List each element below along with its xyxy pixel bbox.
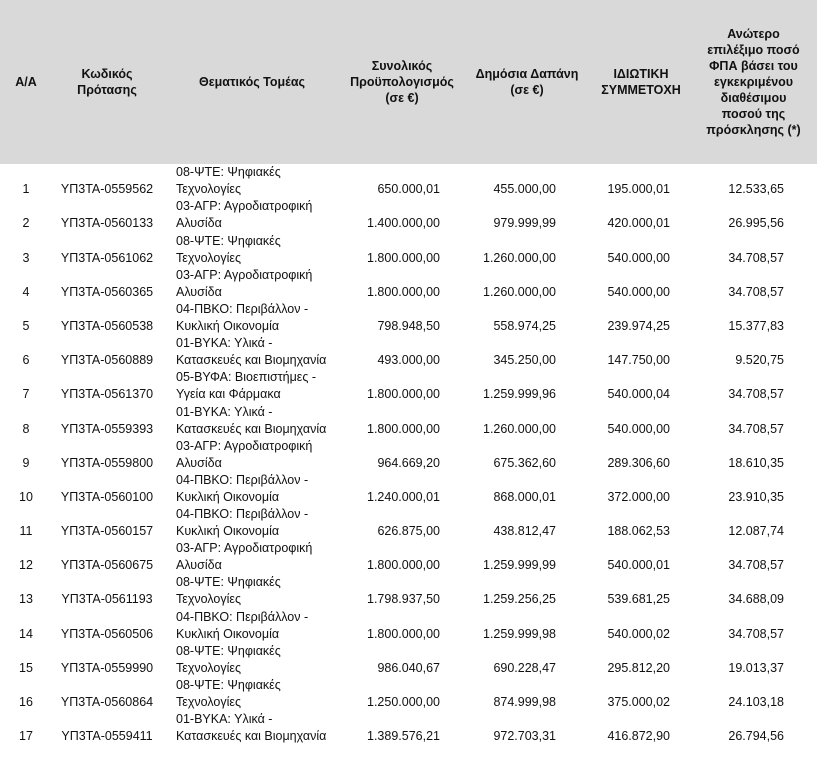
row-number-cell: 2	[22, 216, 30, 231]
row-number-cell: 17	[19, 729, 33, 744]
private-contribution-cell: 540.000,00	[607, 421, 670, 436]
private-contribution-cell: 539.681,25	[607, 592, 670, 607]
max-vat-amount-cell: 24.103,18	[728, 695, 784, 709]
thematic-sector-cell: 04-ΠΒΚΟ: Περιβάλλον - Κυκλική Οικονομία	[176, 301, 309, 333]
private-contribution-cell: 540.000,04	[607, 387, 670, 402]
max-vat-amount-cell: 15.377,83	[728, 318, 784, 333]
private-contribution-cell: 295.812,20	[607, 660, 670, 675]
thematic-sector-cell: 08-ΨΤΕ: Ψηφιακές Τεχνολογίες	[176, 575, 281, 607]
thematic-sector-cell: 08-ΨΤΕ: Ψηφιακές Τεχνολογίες	[176, 678, 281, 709]
header-total-budget: Συνολικός Προϋπολογισμός (σε €)	[350, 59, 454, 105]
private-contribution-cell: 540.000,01	[607, 558, 670, 573]
row-number-cell: 4	[22, 284, 30, 299]
row-number-cell: 10	[19, 489, 33, 504]
public-expenditure-cell: 558.974,25	[493, 318, 556, 333]
private-contribution-cell: 540.000,00	[607, 284, 670, 299]
thematic-sector-cell: 01-ΒΥΚΑ: Υλικά - Κατασκευές και Βιομηχανία	[176, 404, 327, 436]
header-thematic-sector: Θεματικός Τομέας	[198, 75, 306, 89]
thematic-sector-cell: 04-ΠΒΚΟ: Περιβάλλον - Κυκλική Οικονομία	[176, 472, 309, 504]
table-row	[0, 608, 817, 642]
row-number-cell: 15	[19, 660, 33, 675]
proposal-code-cell: ΥΠ3ΤΑ-0559990	[60, 660, 154, 675]
table-row	[0, 643, 817, 677]
private-contribution-cell: 195.000,01	[607, 182, 670, 197]
thematic-sector-cell: 08-ΨΤΕ: Ψηφιακές Τεχνολογίες	[176, 233, 281, 265]
header-public-expenditure: Δημόσια Δαπάνη (σε €)	[475, 67, 579, 97]
proposal-code-cell: ΥΠ3ΤΑ-0560889	[60, 353, 154, 368]
public-expenditure-cell: 455.000,00	[493, 182, 556, 197]
max-vat-amount-cell: 19.013,37	[728, 660, 784, 675]
max-vat-amount-cell: 9.520,75	[735, 353, 784, 368]
max-vat-amount-cell: 34.708,57	[728, 250, 784, 265]
public-expenditure-cell: 1.260.000,00	[483, 250, 556, 265]
public-expenditure-cell: 972.703,31	[493, 729, 556, 744]
private-contribution-cell: 416.872,90	[607, 729, 670, 744]
thematic-sector-cell: 03-ΑΓΡ: Αγροδιατροφική Αλυσίδα	[176, 438, 313, 470]
thematic-sector-cell: 04-ΠΒΚΟ: Περιβάλλον - Κυκλική Οικονομία	[176, 507, 309, 539]
max-vat-amount-cell: 34.708,57	[728, 558, 784, 573]
max-vat-amount-cell: 34.708,57	[728, 421, 784, 436]
thematic-sector-cell: 05-ΒΥΦΑ: Βιοεπιστήμες - Υγεία και Φάρμακα	[176, 370, 317, 402]
private-contribution-cell: 188.062,53	[607, 524, 670, 539]
total-budget-cell: 1.400.000,00	[367, 216, 440, 231]
proposal-code-cell: ΥΠ3ΤΑ-0561370	[60, 387, 154, 402]
table-row	[0, 164, 817, 198]
proposal-code-cell: ΥΠ3ΤΑ-0560675	[60, 558, 154, 573]
private-contribution-cell: 147.750,00	[607, 353, 670, 368]
proposal-code-cell: ΥΠ3ΤΑ-0560133	[60, 216, 154, 231]
table-row	[0, 506, 817, 540]
total-budget-cell: 1.250.000,00	[367, 695, 440, 709]
row-number-cell: 1	[22, 182, 30, 197]
table-row	[0, 301, 817, 335]
table-row	[0, 403, 817, 437]
row-number-cell: 6	[22, 353, 30, 368]
total-budget-cell: 1.240.000,01	[367, 489, 440, 504]
proposal-code-cell: ΥΠ3ΤΑ-0561193	[61, 592, 153, 607]
proposal-code-cell: ΥΠ3ΤΑ-0559562	[60, 182, 154, 197]
row-number-cell: 9	[22, 455, 30, 470]
private-contribution-cell: 372.000,00	[607, 489, 670, 504]
proposal-code-cell: ΥΠ3ΤΑ-0560100	[60, 489, 154, 504]
thematic-sector-cell: 01-ΒΥΚΑ: Υλικά - Κατασκευές και Βιομηχανία	[176, 336, 327, 368]
row-number-cell: 13	[19, 592, 33, 607]
public-expenditure-cell: 1.259.999,96	[483, 387, 556, 402]
public-expenditure-cell: 1.259.256,25	[483, 592, 556, 607]
total-budget-cell: 964.669,20	[377, 455, 440, 470]
private-contribution-cell: 420.000,01	[607, 216, 670, 231]
total-budget-cell: 798.948,50	[377, 318, 440, 333]
total-budget-cell: 1.389.576,21	[367, 729, 440, 744]
table-row	[0, 574, 817, 608]
table-header	[0, 0, 817, 164]
public-expenditure-cell: 868.000,01	[493, 489, 556, 504]
proposal-code-cell: ΥΠ3ΤΑ-0560864	[60, 695, 154, 709]
thematic-sector-cell: 03-ΑΓΡ: Αγροδιατροφική Αλυσίδα	[176, 199, 313, 231]
public-expenditure-cell: 1.260.000,00	[483, 421, 556, 436]
proposal-code-cell: ΥΠ3ΤΑ-0559411	[61, 729, 153, 744]
max-vat-amount-cell: 34.708,57	[728, 284, 784, 299]
public-expenditure-cell: 1.259.999,98	[483, 626, 556, 641]
header-max-vat-amount: Ανώτερο επιλέξιμο ποσό ΦΠΑ βάσει του εγκεκριμένου διαθέσιμου ποσού της πρόσκλησης (*)	[706, 27, 801, 137]
table-row	[0, 540, 817, 574]
row-number-cell: 5	[22, 318, 30, 333]
header-aa: Α/Α	[15, 75, 37, 89]
proposal-code-cell: ΥΠ3ΤΑ-0561062	[60, 250, 154, 265]
thematic-sector-cell: 08-ΨΤΕ: Ψηφιακές Τεχνολογίες	[176, 165, 281, 197]
proposal-code-cell: ΥΠ3ΤΑ-0560157	[60, 524, 154, 539]
total-budget-cell: 1.800.000,00	[367, 558, 440, 573]
table-row	[0, 267, 817, 301]
table-row	[0, 232, 817, 266]
private-contribution-cell: 375.000,02	[607, 695, 670, 709]
table-row	[0, 335, 817, 369]
total-budget-cell: 626.875,00	[377, 524, 440, 539]
row-number-cell: 7	[22, 387, 30, 402]
row-number-cell: 14	[19, 626, 33, 641]
max-vat-amount-cell: 34.708,57	[728, 387, 784, 402]
private-contribution-cell: 289.306,60	[607, 455, 670, 470]
proposal-code-cell: ΥΠ3ΤΑ-0560538	[60, 318, 154, 333]
proposal-code-cell: ΥΠ3ΤΑ-0559393	[60, 421, 154, 436]
table-body	[0, 164, 817, 745]
thematic-sector-cell: 03-ΑΓΡ: Αγροδιατροφική Αλυσίδα	[176, 267, 313, 299]
row-number-cell: 3	[22, 250, 30, 265]
total-budget-cell: 1.798.937,50	[367, 592, 440, 607]
public-expenditure-cell: 1.259.999,99	[483, 558, 556, 573]
thematic-sector-cell: 04-ΠΒΚΟ: Περιβάλλον - Κυκλική Οικονομία	[176, 609, 309, 641]
proposal-code-cell: ΥΠ3ΤΑ-0559800	[60, 455, 154, 470]
table-row	[0, 198, 817, 232]
private-contribution-cell: 540.000,02	[607, 626, 670, 641]
total-budget-cell: 986.040,67	[377, 660, 440, 675]
row-number-cell: 12	[19, 558, 33, 573]
thematic-sector-cell: 08-ΨΤΕ: Ψηφιακές Τεχνολογίες	[176, 643, 281, 675]
public-expenditure-cell: 979.999,99	[493, 216, 556, 231]
max-vat-amount-cell: 34.688,09	[728, 592, 784, 607]
public-expenditure-cell: 675.362,60	[493, 455, 556, 470]
max-vat-amount-cell: 23.910,35	[728, 489, 784, 504]
max-vat-amount-cell: 26.794,56	[728, 729, 784, 744]
total-budget-cell: 1.800.000,00	[367, 421, 440, 436]
thematic-sector-cell: 01-ΒΥΚΑ: Υλικά - Κατασκευές και Βιομηχανία	[176, 712, 327, 744]
row-number-cell: 8	[22, 421, 30, 436]
private-contribution-cell: 540.000,00	[607, 250, 670, 265]
public-expenditure-cell: 438.812,47	[493, 524, 556, 539]
max-vat-amount-cell: 26.995,56	[728, 216, 784, 231]
max-vat-amount-cell: 18.610,35	[728, 455, 784, 470]
total-budget-cell: 1.800.000,00	[367, 626, 440, 641]
public-expenditure-cell: 690.228,47	[493, 660, 556, 675]
public-expenditure-cell: 1.260.000,00	[483, 284, 556, 299]
header-private-contribution: ΙΔΙΩΤΙΚΗ ΣΥΜΜΕΤΟΧΗ	[601, 67, 681, 97]
total-budget-cell: 1.800.000,00	[367, 250, 440, 265]
public-expenditure-cell: 345.250,00	[493, 353, 556, 368]
table-row	[0, 472, 817, 506]
table-row	[0, 711, 817, 745]
header-proposal-code: Κωδικός Πρότασης	[77, 67, 137, 97]
max-vat-amount-cell: 12.087,74	[728, 524, 784, 539]
private-contribution-cell: 239.974,25	[607, 318, 670, 333]
thematic-sector-cell: 03-ΑΓΡ: Αγροδιατροφική Αλυσίδα	[176, 541, 313, 573]
max-vat-amount-cell: 12.533,65	[728, 182, 784, 197]
row-number-cell: 16	[19, 695, 33, 709]
table-row	[0, 677, 817, 711]
table-row	[0, 438, 817, 472]
row-number-cell: 11	[19, 524, 33, 539]
proposal-code-cell: ΥΠ3ΤΑ-0560506	[60, 626, 154, 641]
total-budget-cell: 650.000,01	[377, 182, 440, 197]
total-budget-cell: 493.000,00	[377, 353, 440, 368]
total-budget-cell: 1.800.000,00	[367, 284, 440, 299]
total-budget-cell: 1.800.000,00	[367, 387, 440, 402]
table-row	[0, 369, 817, 403]
max-vat-amount-cell: 34.708,57	[728, 626, 784, 641]
proposal-code-cell: ΥΠ3ΤΑ-0560365	[60, 284, 154, 299]
public-expenditure-cell: 874.999,98	[493, 695, 556, 709]
